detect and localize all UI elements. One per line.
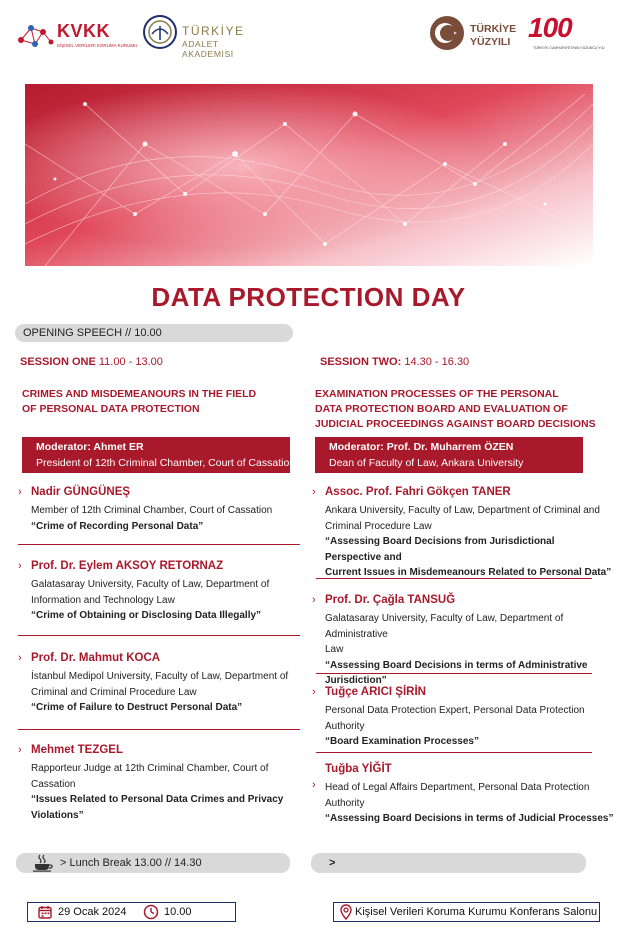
- speaker-details: [31, 669, 288, 716]
- academy-emblem-icon: [142, 14, 178, 50]
- session-one-title-line: OF PERSONAL DATA PROTECTION: [22, 403, 200, 415]
- speaker-details: [31, 761, 283, 823]
- venue-box: [333, 902, 600, 922]
- speaker-affiliation: Rapporteur Judge at 12th Criminal Chamber, Court of: [31, 763, 269, 774]
- speaker-topic: “Assessing Board Decisions from Jurisdictional Perspective and: [325, 536, 555, 563]
- speaker-details: [31, 577, 269, 624]
- speaker-topic: “Crime of Recording Personal Data”: [31, 520, 204, 532]
- speaker-marker-icon: ›: [18, 560, 22, 572]
- speaker-affiliation: Criminal Procedure Law: [325, 520, 432, 532]
- session-one-moderator-title: President of 12th Criminal Chamber, Court of Cassation: [36, 457, 296, 469]
- speaker-topic: Violations”: [31, 809, 84, 821]
- session-two-title-line: DATA PROTECTION BOARD AND EVALUATION OF: [315, 403, 568, 415]
- kvkk-logo-name: KVKK: [57, 21, 111, 41]
- speaker-divider: [316, 752, 592, 753]
- session-one-title: [22, 387, 302, 417]
- kvkk-logo-subtitle: KİŞİSEL VERİLERİ KORUMA KURUMU: [57, 43, 138, 48]
- session-one-moderator-box: [22, 437, 296, 473]
- academy-logo-line1: TÜRKİYE: [182, 24, 245, 38]
- speaker-affiliation: Head of Legal Affairs Department, Personal Data Protection Authority: [325, 782, 590, 809]
- speaker-marker-icon: ›: [18, 744, 22, 756]
- speaker-affiliation: Galatasaray University, Faculty of Law, Department of: [31, 579, 270, 590]
- opening-speech-label: OPENING SPEECH // 10.00: [23, 327, 162, 339]
- speaker-topic: “Issues Related to Personal Data Crimes and Privacy: [31, 794, 284, 805]
- session-two-title-line: JUDICIAL PROCEEDINGS AGAINST BOARD DECISIONS: [315, 418, 596, 430]
- event-venue: Kişisel Verileri Koruma Kurumu Konferans Salonu: [355, 906, 598, 918]
- lunch-break-pill: [16, 853, 290, 873]
- lunch-break-label: > Lunch Break 13.00 // 14.30: [60, 857, 202, 869]
- speaker-marker-icon: ›: [18, 652, 22, 664]
- speaker-topic: “Crime of Failure to Destruct Personal Data”: [31, 702, 243, 713]
- session-one-title-line: CRIMES AND MISDEMEANOURS IN THE FIELD: [22, 388, 257, 400]
- event-date: 29 Ocak 2024: [58, 906, 127, 918]
- speaker-affiliation: Criminal and Criminal Procedure Law: [31, 686, 197, 698]
- speaker-details: [325, 503, 612, 581]
- speaker-marker-icon: ›: [312, 594, 316, 606]
- speaker-divider: [18, 729, 300, 730]
- speaker-topic: “Assessing Board Decisions in terms of Administrative: [325, 659, 588, 671]
- opening-speech-pill: [15, 324, 293, 342]
- speaker-affiliation: Law: [325, 644, 344, 655]
- session-two-heading: [320, 356, 469, 368]
- session-two-moderator-name: Moderator: Prof. Dr. Muharrem ÖZEN: [329, 441, 514, 453]
- session-one-moderator-name: Moderator: Ahmet ER: [36, 441, 144, 453]
- speaker-name: Prof. Dr. Eylem AKSOY RETORNAZ: [31, 560, 224, 572]
- speaker-details: [325, 611, 612, 689]
- coffee-cup-icon: [32, 854, 54, 872]
- clock-icon: [143, 904, 159, 920]
- speaker-topic: Current Issues in Misdemeanours Related to Personal Data”: [325, 567, 612, 578]
- speaker-details: [325, 780, 617, 827]
- speaker-details: [31, 503, 272, 534]
- speaker-name: Nadir GÜNGÜNEŞ: [31, 486, 131, 498]
- network-banner-image: [25, 84, 593, 266]
- event-time: 10.00: [164, 906, 192, 918]
- speaker-name: Mehmet TEZGEL: [31, 744, 124, 756]
- turkiye-logo-line1: TÜRKİYE: [470, 23, 517, 35]
- speaker-topic: Jurisdiction”: [325, 675, 387, 686]
- crescent-emblem-icon: [428, 14, 466, 52]
- centennial-number: 100: [528, 12, 572, 43]
- speaker-affiliation: Galatasaray University, Faculty of Law, Department of Administrative: [325, 613, 564, 640]
- speaker-name: Tuğçe ARICI ŞİRİN: [325, 686, 426, 698]
- speaker-details: [325, 703, 585, 750]
- turkiye-logo-line2: YÜZYILI: [470, 36, 511, 48]
- speaker-affiliation: İstanbul Medipol University, Faculty of Law, Department of: [31, 671, 289, 682]
- speaker-name: Tuğba YİĞİT: [325, 763, 392, 775]
- speaker-affiliation: Ankara University, Faculty of Law, Department of Criminal and: [325, 505, 600, 516]
- speaker-divider: [316, 578, 592, 579]
- session-one-heading: [20, 356, 163, 368]
- kvkk-logo: [15, 18, 138, 54]
- speaker-affiliation: Cassation: [31, 778, 76, 790]
- speaker-affiliation: Information and Technology Law: [31, 594, 175, 606]
- speaker-divider: [18, 544, 300, 545]
- speaker-divider: [18, 635, 300, 636]
- session-two-title-line: EXAMINATION PROCESSES OF THE PERSONAL: [315, 388, 559, 400]
- session-two-moderator-title: Dean of Faculty of Law, Ankara University: [329, 457, 524, 469]
- adalet-akademisi-logo: [142, 14, 262, 59]
- session-two-time: 14.30 - 16.30: [404, 356, 470, 368]
- session-one-label: SESSION ONE: [20, 356, 96, 368]
- calendar-icon: [38, 905, 52, 919]
- speaker-name: Prof. Dr. Çağla TANSUĞ: [325, 594, 456, 606]
- location-pin-icon: [340, 904, 352, 920]
- kvkk-network-icon: [15, 20, 55, 50]
- speaker-name: Assoc. Prof. Fahri Gökçen TANER: [325, 486, 511, 498]
- speaker-topic: “Board Examination Processes”: [325, 736, 479, 747]
- session-two-title: [315, 387, 615, 432]
- session-two-label: SESSION TWO:: [320, 356, 402, 368]
- lunch-break-right-pill: [311, 853, 586, 873]
- speaker-divider: [316, 673, 592, 674]
- speaker-marker-icon: ›: [312, 779, 316, 791]
- speaker-affiliation: Authority: [325, 720, 365, 732]
- centennial-caption: TÜRKİYE CUMHURİYETİNİN YÜZÜNCÜ YILI: [533, 46, 605, 50]
- turkiye-yuzyili-logo: [428, 14, 520, 54]
- speaker-marker-icon: ›: [312, 486, 316, 498]
- speaker-marker-icon: ›: [312, 686, 316, 698]
- page-title: DATA PROTECTION DAY: [151, 282, 466, 312]
- academy-logo-line2: ADALET AKADEMİSİ: [182, 39, 234, 59]
- speaker-affiliation: Personal Data Protection Expert, Personal Data Protection: [325, 705, 585, 716]
- date-time-box: [27, 902, 236, 922]
- speaker-affiliation: Member of 12th Criminal Chamber, Court of Cassation: [31, 505, 273, 516]
- chevron-right-icon: >: [329, 857, 336, 869]
- speaker-topic: “Crime of Obtaining or Disclosing Data Illegally”: [31, 610, 262, 621]
- speaker-name: Prof. Dr. Mahmut KOCA: [31, 652, 161, 664]
- speaker-marker-icon: ›: [18, 486, 22, 498]
- session-one-time: 11.00 - 13.00: [98, 356, 163, 368]
- centennial-logo: [528, 12, 608, 54]
- session-two-moderator-box: [315, 437, 583, 473]
- speaker-topic: “Assessing Board Decisions in terms of Judicial Processes”: [325, 813, 614, 824]
